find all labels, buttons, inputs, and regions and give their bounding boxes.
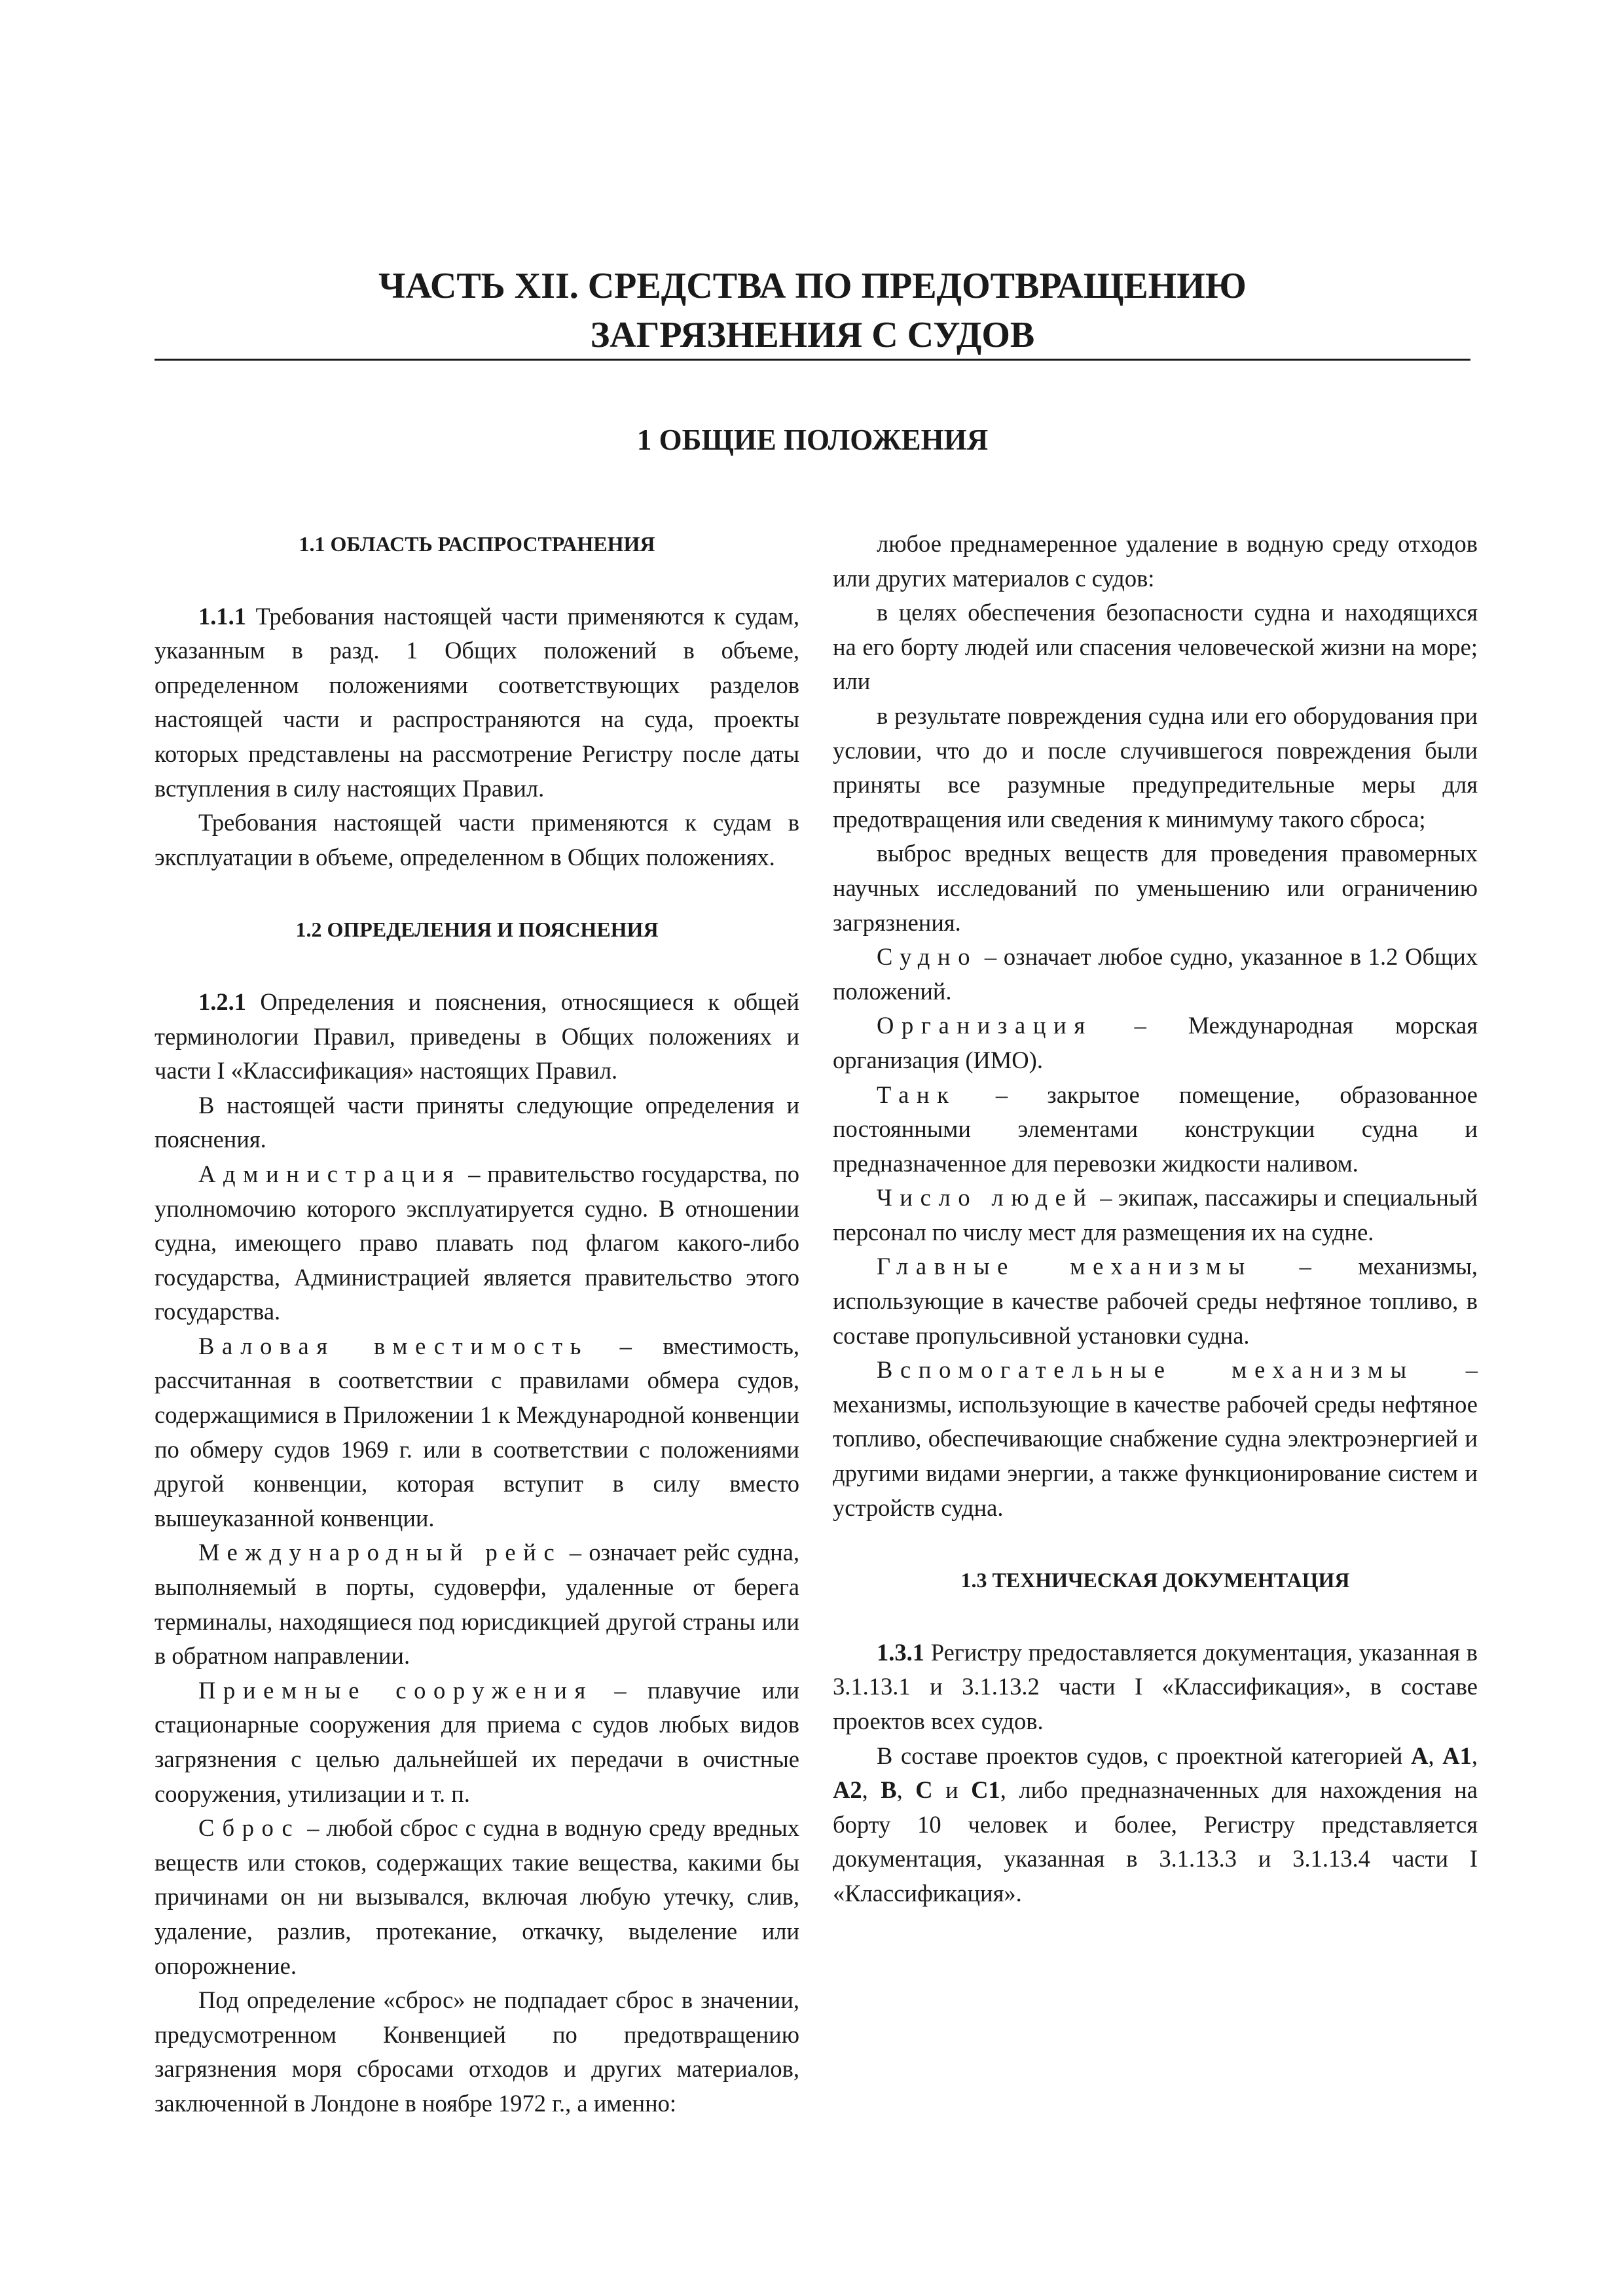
term: Число людей bbox=[877, 1184, 1094, 1211]
term: Международный рейс bbox=[198, 1539, 562, 1566]
heading-1-1: 1.1 ОБЛАСТЬ РАСПРОСТРАНЕНИЯ bbox=[299, 532, 655, 556]
term: Судно bbox=[877, 943, 978, 971]
text: , bbox=[896, 1776, 916, 1804]
right-column bbox=[833, 527, 1478, 1911]
paragraph-discharge-exclusion: Под определение «сброс» не подпадает сброс в значении, предусмотренном Конвенцией по предотвращению загрязнения моря сбросами отходов и других материалов, заключенной в Лондоне в ноябре 1972 г., а именно: bbox=[155, 1986, 799, 2117]
spacer bbox=[155, 562, 799, 600]
text: , bbox=[1471, 1742, 1478, 1769]
definition-discharge bbox=[155, 1811, 799, 1983]
definition-text: – экипаж, пассажиры и специальный персонал по числу мест для размещения их на судне. bbox=[833, 1184, 1478, 1246]
definition-main-machinery bbox=[833, 1249, 1478, 1353]
title-underline bbox=[155, 359, 1470, 361]
definition-gross-tonnage bbox=[155, 1329, 799, 1536]
definition-reception-facilities bbox=[155, 1674, 799, 1811]
definition-text: – означает рейс судна, выполняемый в порты, судоверфи, удаленные от берега терминалы, находящиеся под юрисдикцией другой страны или в обратном направлении. bbox=[155, 1539, 800, 1670]
definition-administration bbox=[155, 1157, 799, 1329]
paragraph-1-1-1 bbox=[155, 600, 799, 806]
definition-text: – механизмы, использующие в качестве рабочей среды нефтяное топливо, в составе пропульсивной установки судна. bbox=[833, 1253, 1478, 1349]
paragraph: Требования настоящей части применяются к судам в эксплуатации в объеме, определенном в Общих положениях. bbox=[155, 809, 799, 870]
part-title-line-1: ЧАСТЬ XII. СРЕДСТВА ПО ПРЕДОТВРАЩЕНИЮ bbox=[378, 266, 1247, 306]
definition-text: – правительство государства, по уполномочию которого эксплуатируется судно. В отношении судна, имеющего право плавать под флагом какого-либо государства, Администрацией является правительство этого государства. bbox=[155, 1160, 799, 1325]
term: Приемные сооружения bbox=[198, 1676, 594, 1704]
text: , bbox=[1428, 1742, 1443, 1769]
exclusion-item-2: в целях обеспечения безопасности судна и находящихся на его борту людей или спасения человеческой жизни на море; или bbox=[833, 599, 1478, 695]
spacer bbox=[155, 874, 799, 912]
category-a: A bbox=[1411, 1742, 1429, 1769]
term: Администрация bbox=[198, 1160, 462, 1187]
definition-text: – плавучие или стационарные сооружения для приема с судов любых видов загрязнения с целью дальнейшей их передачи в очистные сооружения, утилизации и т. п. bbox=[155, 1676, 799, 1807]
spacer bbox=[833, 1598, 1478, 1636]
definition-text: – закрытое помещение, образованное постоянными элементами конструкции судна и предназначенное для перевозки жидкости наливом. bbox=[833, 1081, 1478, 1177]
exclusion-item-1: любое преднамеренное удаление в водную среду отходов или других материалов с судов: bbox=[833, 530, 1478, 592]
definition-organization bbox=[833, 1009, 1478, 1077]
term: Валовая вместимость bbox=[198, 1332, 589, 1359]
part-title bbox=[155, 262, 1470, 360]
definition-number-of-persons bbox=[833, 1181, 1478, 1249]
part-title-line-2: ЗАГРЯЗНЕНИЯ С СУДОВ bbox=[590, 315, 1035, 355]
category-b: B bbox=[881, 1776, 897, 1804]
category-c: C bbox=[915, 1776, 933, 1804]
clause-text: Регистру предоставляется документация, указанная в 3.1.13.1 и 3.1.13.2 части I «Классификация», в составе проектов всех судов. bbox=[833, 1638, 1478, 1734]
section-title: 1 ОБЩИЕ ПОЛОЖЕНИЯ bbox=[636, 423, 989, 456]
paragraph: В настоящей части приняты следующие определения и пояснения. bbox=[155, 1091, 799, 1153]
definition-international-voyage bbox=[155, 1535, 799, 1673]
text: В составе проектов судов, с проектной категорией bbox=[877, 1742, 1412, 1769]
term: Танк bbox=[877, 1081, 957, 1108]
text: , либо предназначенных для нахождения на борту 10 человек и более, Регистру представляется документация, указанная в 3.1.13.3 и 3.1.13.4 части I «Классификация». bbox=[833, 1776, 1478, 1907]
clause-number: 1.1.1 bbox=[198, 602, 246, 630]
paragraph-1-2-1 bbox=[155, 985, 799, 1088]
text: , bbox=[862, 1776, 881, 1804]
exclusion-item-4: выброс вредных веществ для проведения правомерных научных исследований по уменьшению или ограничению загрязнения. bbox=[833, 840, 1478, 936]
category-c1: C1 bbox=[971, 1776, 1000, 1804]
term: Главные механизмы bbox=[877, 1253, 1252, 1280]
definition-auxiliary-machinery bbox=[833, 1353, 1478, 1525]
clause-text: Определения и пояснения, относящиеся к общей терминологии Правил, приведены в Общих положениях и части I «Классификация» настоящих Правил. bbox=[155, 988, 799, 1085]
spacer bbox=[155, 947, 799, 985]
category-a1: A1 bbox=[1442, 1742, 1472, 1769]
text: и bbox=[932, 1776, 972, 1804]
term: Организация bbox=[877, 1012, 1093, 1039]
definition-text: – означает любое судно, указанное в 1.2 Общих положений. bbox=[833, 943, 1478, 1005]
term: Вспомогательные механизмы bbox=[877, 1356, 1414, 1384]
definition-ship bbox=[833, 940, 1478, 1009]
clause-number: 1.2.1 bbox=[198, 988, 246, 1015]
definition-text: – механизмы, использующие в качестве рабочей среды нефтяное топливо, обеспечивающие снабжение судна электроэнергией и другими видами энергии, а также функционирование систем и устройств судна. bbox=[833, 1356, 1478, 1521]
left-column bbox=[155, 527, 799, 2121]
heading-1-2: 1.2 ОПРЕДЕЛЕНИЯ И ПОЯСНЕНИЯ bbox=[295, 918, 659, 942]
clause-text: Требования настоящей части применяются к судам, указанным в разд. 1 Общих положений в объеме, определенном положениями соответствующих разделов настоящей части и распространяются на суда, проекты которых представлены на рассмотрение Регистру после даты вступления в силу настоящих Правил. bbox=[155, 602, 799, 802]
definition-tank bbox=[833, 1078, 1478, 1181]
clause-number: 1.3.1 bbox=[877, 1638, 924, 1666]
definition-text: – вместимость, рассчитанная в соответствии с правилами обмера судов, содержащимися в Приложении 1 к Международной конвенции по обмеру судов 1969 г. или в соответствии с положениями другой конвенции, которая вступит в силу вместо вышеуказанной конвенции. bbox=[155, 1332, 799, 1532]
definition-text: – любой сброс с судна в водную среду вредных веществ или стоков, содержащих такие вещества, какими бы причинами он ни вызывался, включая любую утечку, слив, удаление, разлив, протекание, откачку, выделение или опорожнение. bbox=[155, 1814, 799, 1979]
heading-1-3: 1.3 ТЕХНИЧЕСКАЯ ДОКУМЕНТАЦИЯ bbox=[960, 1568, 1350, 1592]
term: Сброс bbox=[198, 1814, 301, 1842]
exclusion-item-3: в результате повреждения судна или его оборудования при условии, что до и после случившегося повреждения были приняты все разумные предупредительные меры для предотвращения или сведения к минимуму такого сброса; bbox=[833, 702, 1478, 833]
paragraph-1-3-1 bbox=[833, 1636, 1478, 1739]
definition-text: – Международная морская организация (ИМО). bbox=[833, 1012, 1478, 1073]
paragraph-design-categories bbox=[833, 1739, 1478, 1911]
category-a2: A2 bbox=[833, 1776, 862, 1804]
spacer bbox=[833, 1525, 1478, 1563]
